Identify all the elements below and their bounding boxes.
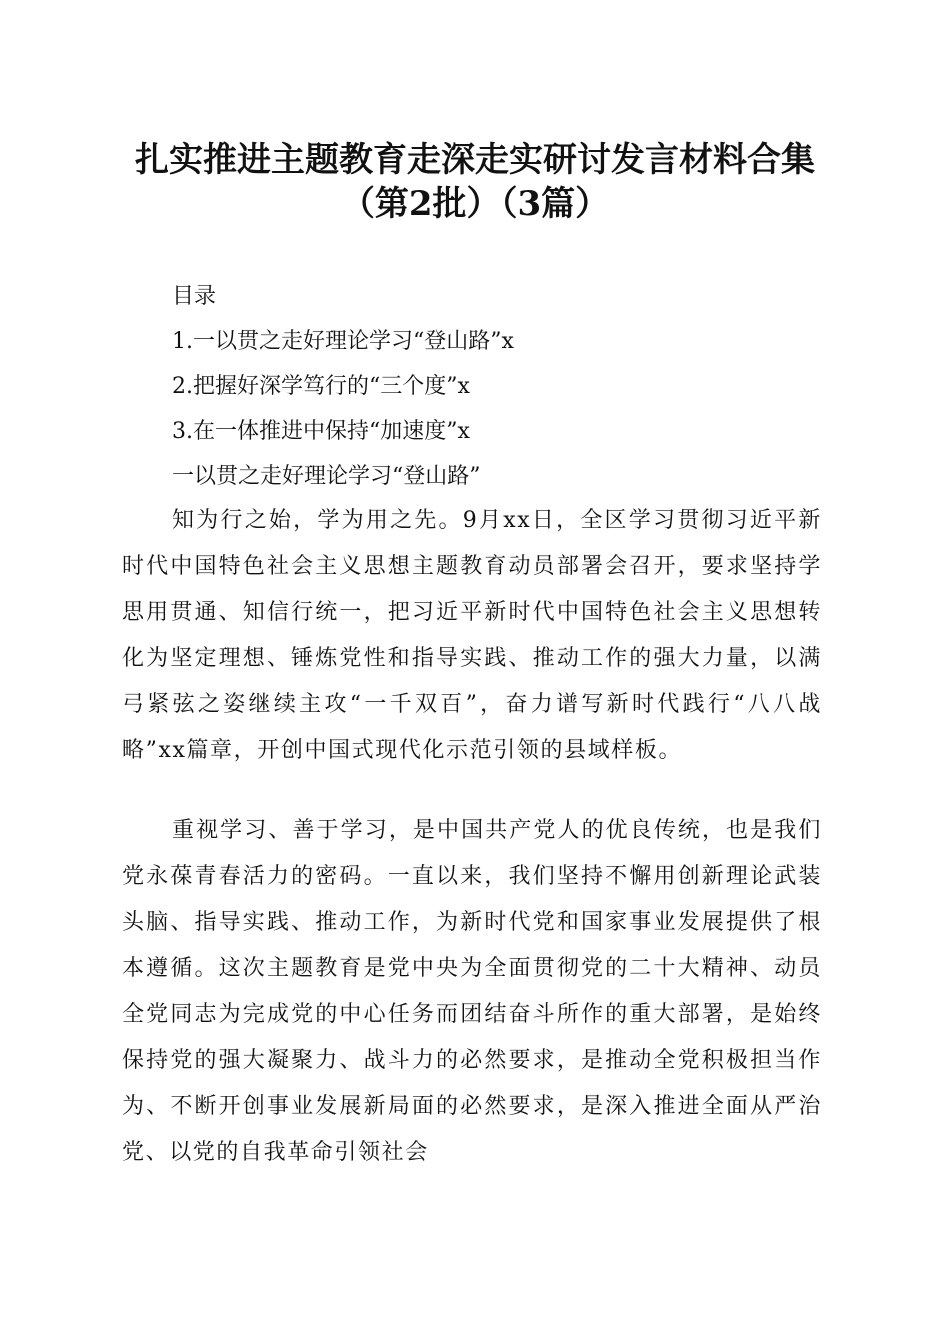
body-paragraph-2: 重视学习、善于学习，是中国共产党人的优良传统，也是我们党永葆青春活力的密码。一直以来，我们坚持不懈用创新理论武装头脑、指导实践、推动工作，为新时代党和国家事业发展提供了根本遵循。这次主题教育是党中央为全面贯彻党的二十大精神、动员全党同志为完成党的中心任务而团结奋斗所作的重大部署，是始终保持党的强大凝聚力、战斗力的必然要求，是推动全党积极担当作为、不断开创事业发展新局面的必然要求，是深入推进全面从严治党、以党的自我革命引领社会 bbox=[122, 818, 822, 1165]
toc-item-1[interactable]: 1.一以贯之走好理论学习“登山路”x bbox=[172, 329, 514, 354]
document-title-line1: 扎实推进主题教育走深走实研讨发言材料合集 bbox=[135, 140, 815, 180]
toc-item-3[interactable]: 3.在一体推进中保持“加速度”x bbox=[172, 419, 470, 444]
toc-heading: 目录 bbox=[172, 284, 217, 309]
section-heading: 一以贯之走好理论学习“登山路” bbox=[172, 464, 481, 489]
toc-item-2[interactable]: 2.把握好深学笃行的“三个度”x bbox=[172, 374, 470, 399]
body-paragraph-1: 知为行之始，学为用之先。9月xx日，全区学习贯彻习近平新时代中国特色社会主义思想主题教育动员部署会召开，要求坚持学思用贯通、知信行统一，把习近平新时代中国特色社会主义思想转化为坚定理想、锤炼党性和指导实践、推动工作的强大力量，以满弓紧弦之姿继续主攻“一千双百”，奋力谱写新时代践行“八八战略”xx篇章，开创中国式现代化示范引领的县域样板。 bbox=[122, 508, 822, 763]
document-title-line2: （第2批）（3篇） bbox=[340, 184, 610, 224]
